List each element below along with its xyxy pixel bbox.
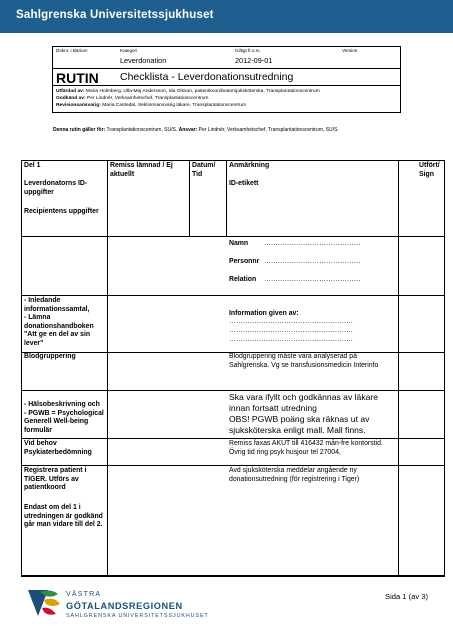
namn-dots: …………………………………… [264,240,361,247]
doknr-label: Doknr. i Barium [56,48,88,53]
kategori-label: Kategori [120,48,138,53]
row-info-samtal: - Inledande informationssamtal, [24,297,90,313]
info-dots-3: ……………………………………………… [229,336,354,343]
row-donor-id: Leverdonatorns ID-uppgifter [24,180,88,196]
document-header [52,46,401,113]
header-utfort: Utfört/ Sign [419,162,440,178]
personnr-label: Personnr [229,258,260,265]
header-title-row [53,69,400,86]
page-number: Sida 1 (av 3) [385,592,429,601]
information-given-label: Information given av: [229,310,299,317]
relation-dots: …………………………………… [264,276,361,283]
top-banner [0,0,453,33]
relation-label: Relation [229,276,257,283]
row-donationshandbok: - Lämna donationshandboken "Att ge en del av sin lever" [24,314,94,347]
row-tiger: Registrera patient i TIGER. Utförs av patientkoord [24,467,87,491]
halsobeskrivning-note-1: Ska vara ifyllt och godkännas av läkare innan fortsatt utredning [229,392,379,413]
godkand-line: Godkänd av: Per Lindnér, Verksamhetschef, Transplantationscentrum [56,96,209,102]
header-del: Del 1 [24,162,41,169]
row-psykiater: Vid behov Psykiaterbedömning [24,440,92,456]
row-del2-condition: Endast om del 1 i utredningen är godkänd går man vidare till del 2. [24,504,103,528]
logo-line-2: GÖTALANDSREGIONEN [66,601,183,611]
blodgruppering-note: Blodgruppering måste vara analyserad på Sahlgrenska. Vg se transfusionsmedicin Interinfo [229,353,379,369]
info-dots-2: ……………………………………………… [229,327,354,334]
header-datum: Datum/ Tid [192,162,216,178]
psykiater-note: Remiss faxas AKUT till 416432 mån-fre kontorstid. Övrig tid ring psyk husjour tel 27004. [229,440,383,456]
personnr-dots: …………………………………… [264,258,361,265]
scope-text: Denna rutin gäller för: Transplantationscentrum, SU/S. Ansvar: Per Lindnér, Verksamhetschef, Transplantationscentrum, SU/S. [53,127,339,133]
version-label: Version [342,48,358,53]
logo-line-3: SAHLGRENSKA UNIVERSITETSSJUKHUSET [66,613,209,619]
id-etikett: ID-etikett [229,180,259,187]
row-halsobeskrivning: - Hälsobeskrivning och - PGWB = Psychological Generell Well-being formulär [24,401,104,434]
utfardad-line: Utfärdad av: Maria Holmberg, Ulla-Maj Andersson, Ida Olsson, patientkoordinatorsjuksköterska, Transplantationscentrum [56,89,320,94]
giltig-value: 2012-09-01 [235,56,273,65]
header-responsibility [53,86,400,112]
revision-line: Revisionsansvarig: Maria Castedal, Sektionsansvarig läkare, Transplantationscentrum [56,103,247,109]
tiger-note: Avd sjuksköterska meddelar angående ny donationsutredning (för registrering i Tiger) [229,467,360,483]
vgr-logo-icon [24,586,64,622]
logo-line-1: VÄSTRA [66,591,102,598]
header-anmarkning: Anmärkning [229,162,270,169]
row-blodgruppering: Blodgruppering [24,353,76,360]
namn-label: Namn [229,240,249,247]
info-dots-1: ……………………………………………… [229,318,354,325]
giltig-label: Giltigt fr.o.m. [235,48,261,53]
kategori-value: Leverdonation [120,56,167,65]
footer-rule [21,576,445,577]
banner-title: Sahlgrenska Universitetssjukhuset [16,9,214,21]
header-meta-row [53,47,400,69]
checklist-table [21,160,445,575]
halsobeskrivning-note-2: OBS! PGWB poäng ska räknas ut av sjuksköterska enligt mall. Mall finns. [229,414,370,435]
row-recipient: Recipientens uppgifter [24,208,99,215]
document-title: Checklista - Leverdonationsutredning [120,71,294,83]
rutin-label: RUTIN [56,70,99,86]
header-remiss: Remiss lämnad / Ej aktuellt [110,162,173,178]
